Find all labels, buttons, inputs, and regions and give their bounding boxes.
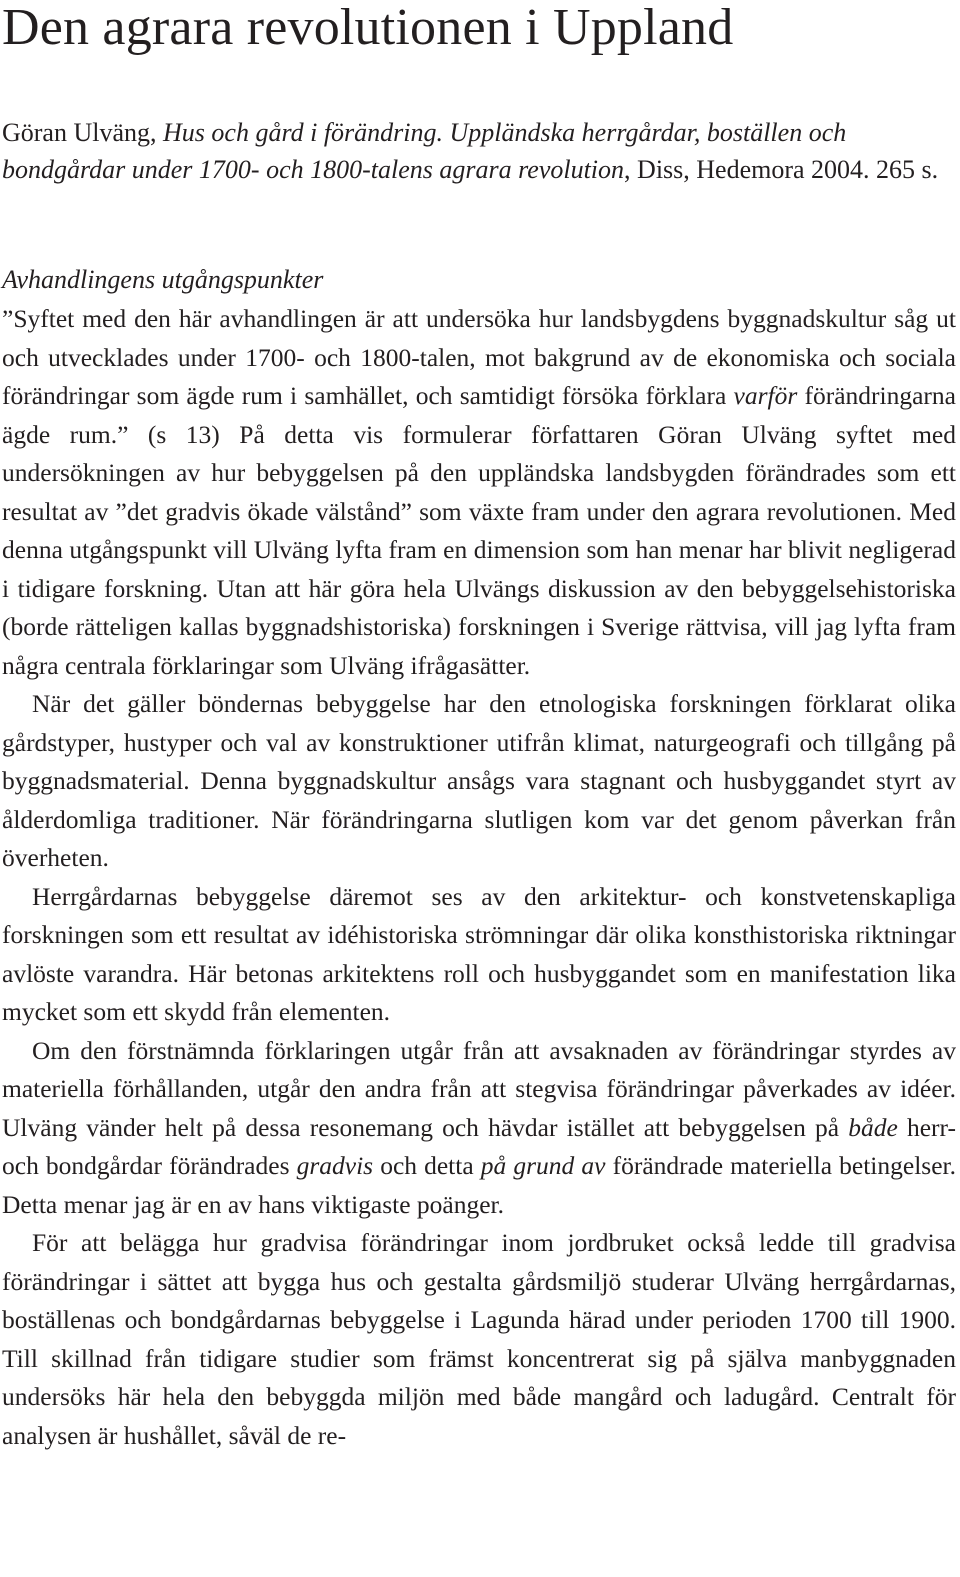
paragraph-1-emphasis: varför <box>733 381 798 410</box>
citation-author: Göran Ulväng, <box>2 118 164 147</box>
citation-publisher: , Diss, Hedemora 2004. 265 s. <box>624 155 939 184</box>
paragraph-1-text-b: förändringarna ägde rum.” (s 13) På detta vis formulerar författaren Göran Ulväng syftet med undersökningen av hur bebyggelsen på den uppländska landsbygden förändrades som ett resultat av ”det gradvis ökade välstånd” som växte fram under den agrara revolutionen. Med denna utgångspunkt vill Ulväng lyfta fram en dimension som han menar har blivit negligerad i tidigare forskning. Utan att här göra hela Ulvängs diskussion av den bebyggelsehistoriska (borde rätteligen kallas byggnadshistoriska) forskningen i Sverige rättvisa, vill jag lyfta fram några centrala förklaringar som Ulväng ifrågasätter. <box>2 381 956 680</box>
paragraph-4-text-c: och detta <box>373 1151 481 1180</box>
paragraph-1-text-a: ”Syftet med den här avhandlingen är att undersöka hur landsbygdens byggnadskultur såg ut och utvecklades under 1700- och 1800-talen, mot bakgrund av de ekonomiska och sociala förändringar som ägde rum i samhället, och samtidigt försöka förklara <box>2 304 956 410</box>
paragraph-4 <box>2 1032 956 1225</box>
paragraph-4-text-a: Om den förstnämnda förklaringen utgår från att avsaknaden av förändringar styrdes av materiella förhållanden, utgår den andra från att stegvisa förändringar påverkades av idéer. Ulväng vänder helt på dessa resonemang och hävdar istället att bebyggelsen på <box>2 1035 956 1142</box>
document-page <box>2 0 956 1455</box>
paragraph-4-emphasis-3: på grund av <box>480 1151 606 1180</box>
page-title: Den agrara revolutionen i Uppland <box>2 0 734 56</box>
paragraph-5: För att belägga hur gradvisa förändringar inom jordbruket också ledde till gradvisa förändringar i sättet att bygga hus och gestalta gårdsmiljö studerar Ulväng herrgårdarnas, boställenas och bondgårdarnas bebyggelse i Lagunda härad under perioden 1700 till 1900. Till skillnad från tidigare studier som främst koncentrerat sig på själva manbyggnaden undersöks här hela den bebyggda miljön med både mangård och ladugård. Centralt för analysen är hushållet, såväl de re- <box>2 1228 956 1450</box>
section-heading: Avhandlingens utgångspunkter <box>2 265 324 294</box>
paragraph-1 <box>2 300 956 685</box>
citation-book-title: Hus och gård i förändring. Uppländska herrgårdar, boställen och bondgårdar under 1700- och 1800-talens agrara revolution <box>2 118 847 184</box>
paragraph-4-emphasis-1: både <box>848 1112 898 1142</box>
paragraph-2: När det gäller böndernas bebyggelse har den etnologiska forskningen förklarat olika gårdstyper, hustyper och val av konstruktioner utifrån klimat, naturgeografi och tillgång på byggnadsmaterial. Denna byggnadskultur ansågs vara stagnant och husbyggandet styrt av ålderdomliga traditioner. När förändringarna slutligen kom var det genom påverkan från överheten. <box>2 689 956 872</box>
paragraph-3: Herrgårdarnas bebyggelse däremot ses av den arkitektur- och konstvetenskapliga forskningen som ett resultat av idéhistoriska strömningar där olika konsthistoriska riktningar avlöste varandra. Här betonas arkitektens roll och husbyggandet som en manifestation lika mycket som ett skydd från elementen. <box>2 881 956 1026</box>
paragraph-4-text-b: herr- och bondgårdar förändrades <box>2 1112 956 1180</box>
paragraph-4-emphasis-2: gradvis <box>296 1151 374 1180</box>
article-body <box>2 300 956 1455</box>
paragraph-4-text-d: förändrade materiella betingelser. Detta menar jag är en av hans viktigaste poänger. <box>2 1151 956 1219</box>
book-citation <box>2 114 956 188</box>
